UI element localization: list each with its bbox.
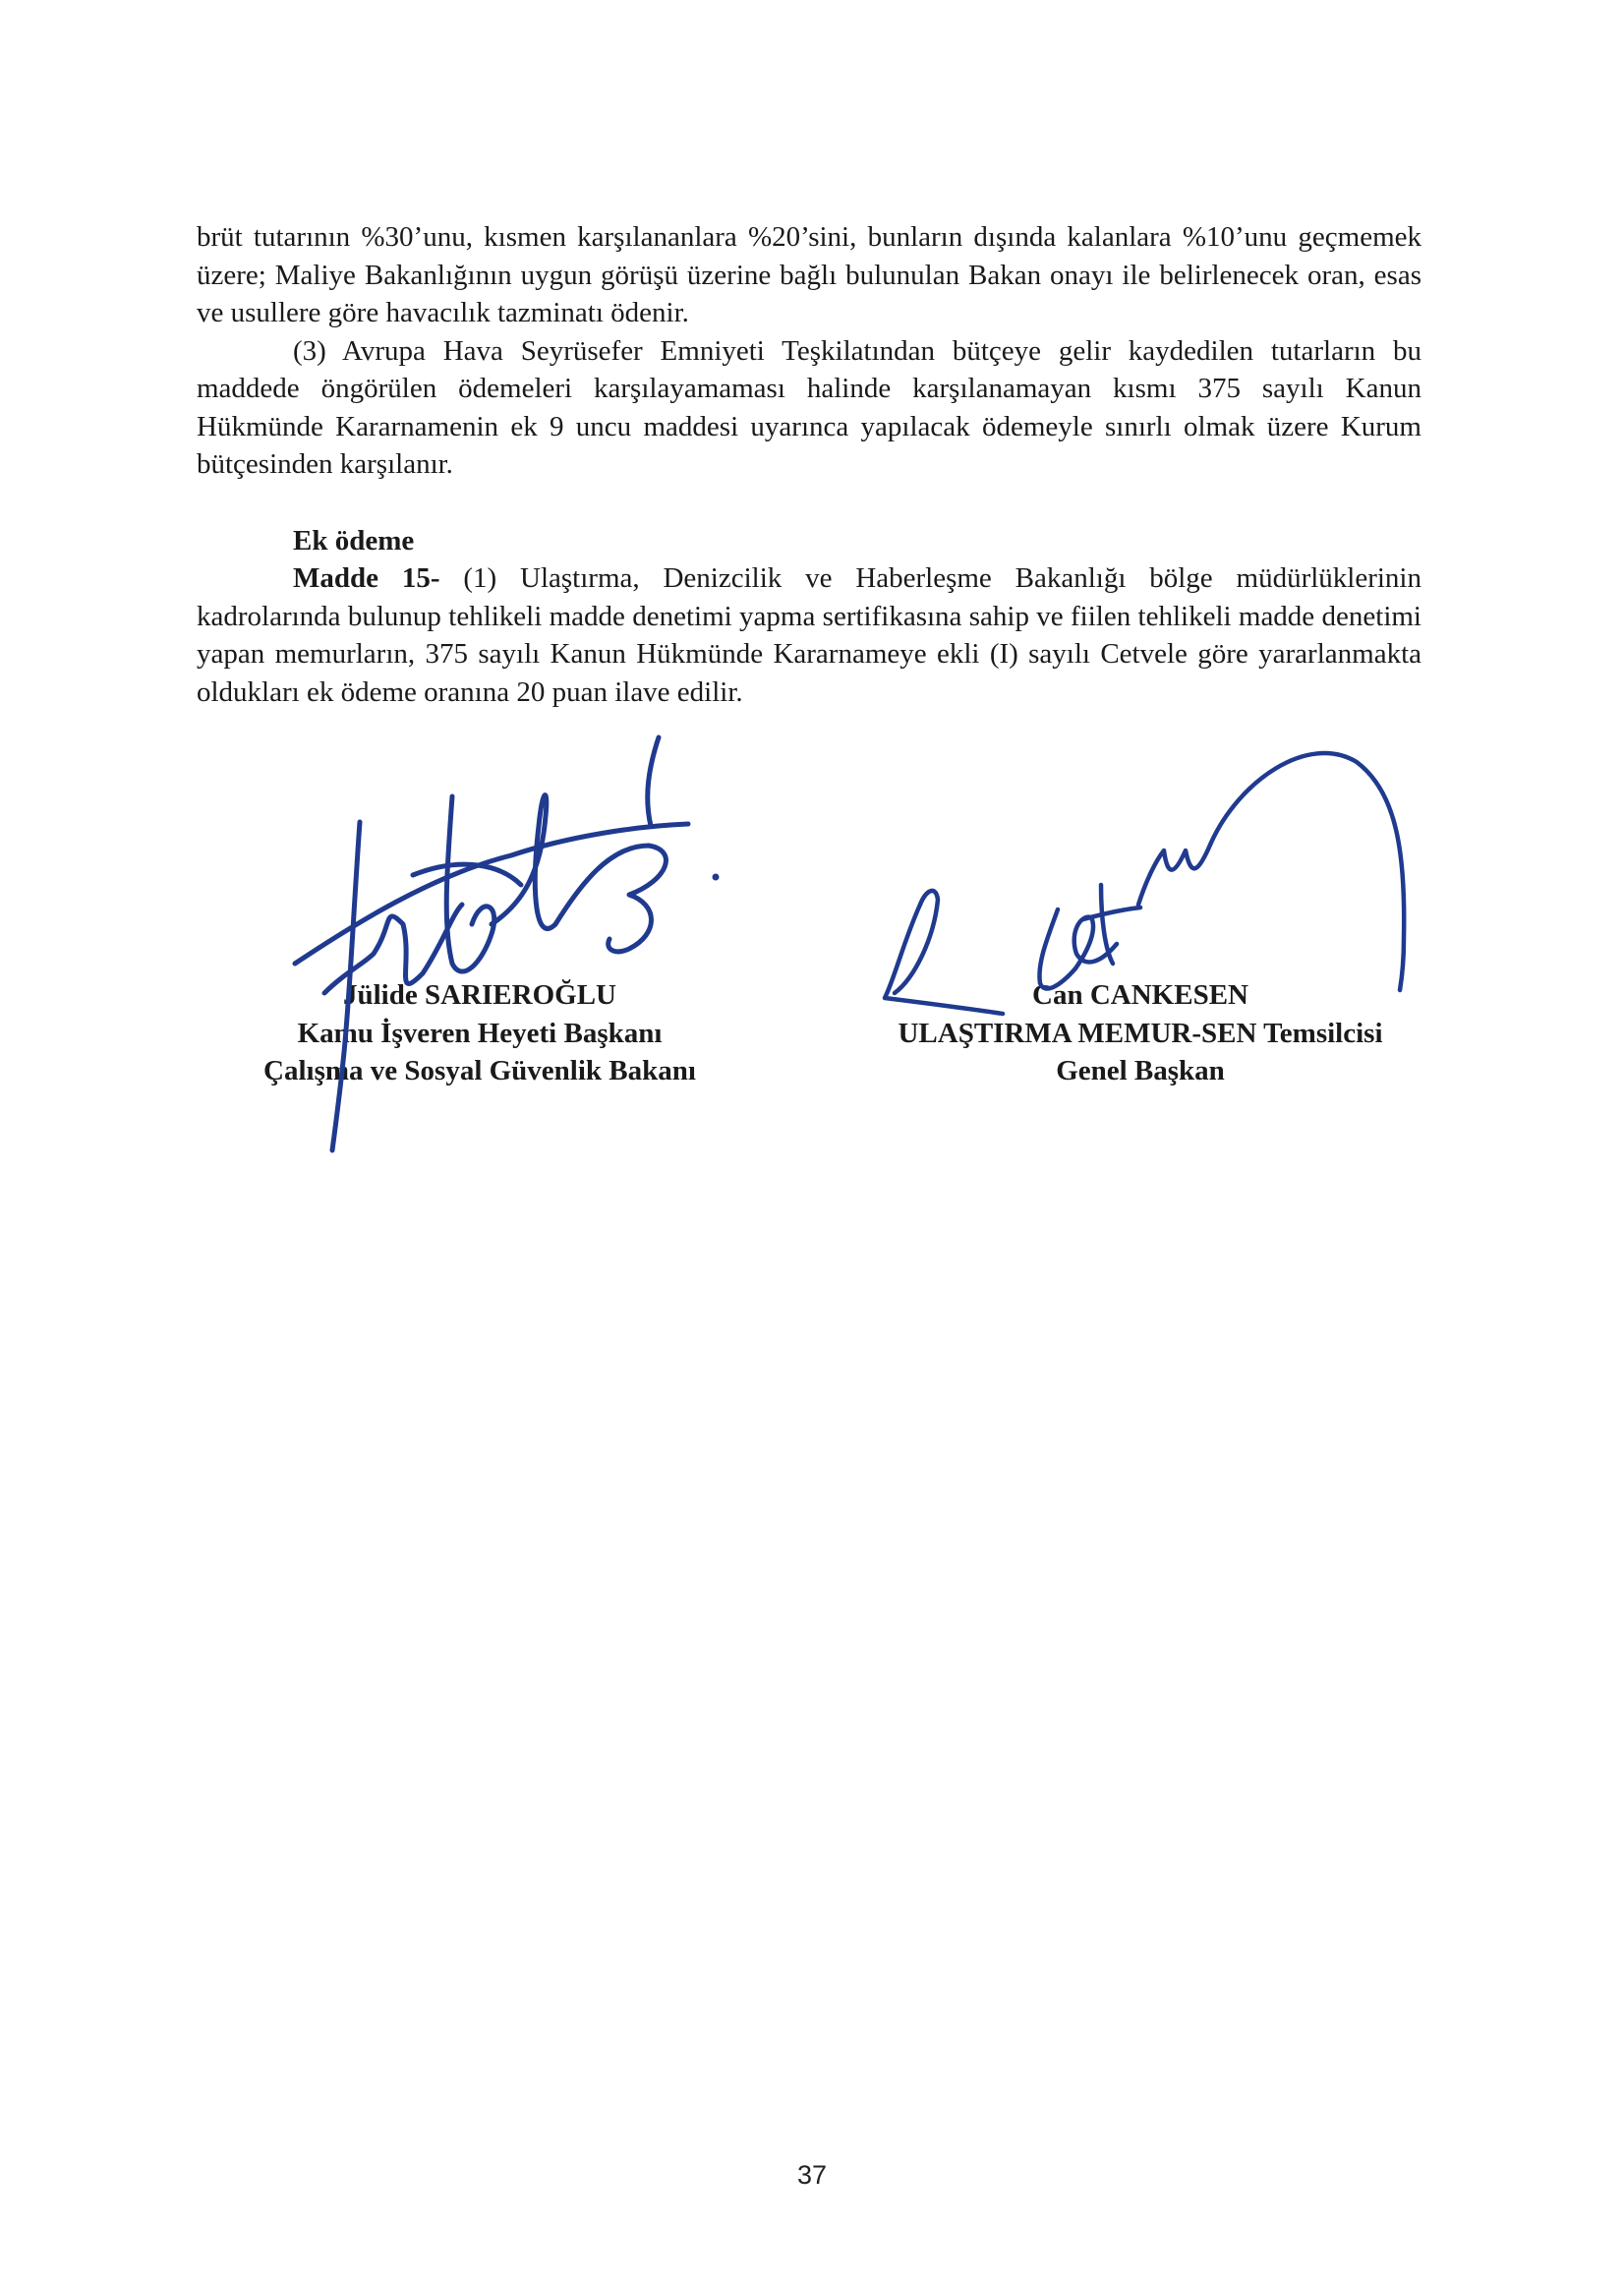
body-paragraph-3: (3) Avrupa Hava Seyrüsefer Emniyeti Teşkilatından bütçeye gelir kaydedilen tutarların bu maddede öngörülen ödemeleri karşılayamaması halinde karşılanamayan kısmı 375 sayılı Kanun Hükmünde Kararnamenin ek 9 uncu maddesi uyarınca yapılacak ödemeyle sınırlı olmak üzere Kurum bütçesinden karşılanır. xyxy=(197,334,1421,480)
signatory-right-title: ULAŞTIRMA MEMUR-SEN Temsilcisi xyxy=(898,1017,1383,1049)
signatory-right-role: Genel Başkan xyxy=(1056,1055,1225,1086)
signature-stroke xyxy=(555,846,666,952)
left-handwritten-signature xyxy=(285,728,757,1160)
signatory-left xyxy=(224,976,735,1090)
signature-stroke xyxy=(1211,753,1404,990)
section-heading: Ek ödeme xyxy=(293,524,415,557)
signatory-left-title: Kamu İşveren Heyeti Başkanı xyxy=(297,1017,663,1049)
signature-stroke xyxy=(1101,885,1113,964)
page-number: 37 xyxy=(796,2160,828,2190)
signatory-left-role: Çalışma ve Sosyal Güvenlik Bakanı xyxy=(263,1055,696,1086)
signatory-right-name: Can CANKESEN xyxy=(1032,979,1248,1011)
signature-stroke xyxy=(648,737,659,826)
signature-stroke xyxy=(1138,843,1211,905)
signature-stroke xyxy=(492,795,555,929)
article-text: (1) Ulaştırma, Denizcilik ve Haberleşme Bakanlığı bölge müdürlüklerinin kadrolarında bulunup tehlikeli madde denetimi yapma sertifikasına sahip ve fiilen tehlikeli madde denetimi yapan memurların, 375 sayılı Kanun Hükmünde Kararnameye ekli (I) sayılı Cetvele göre yararlanmakta oldukları ek ödeme oranına 20 puan ilave edilir. xyxy=(197,562,1421,708)
document-body xyxy=(197,218,1421,711)
signature-stroke xyxy=(1083,908,1140,919)
article-label: Madde 15- xyxy=(293,562,440,594)
paragraph-spacer xyxy=(197,484,1421,522)
signatory-right xyxy=(845,976,1435,1090)
signature-stroke xyxy=(446,796,493,971)
signature-stroke xyxy=(413,864,521,885)
signature-dot xyxy=(713,874,720,881)
signature-stroke xyxy=(295,824,688,964)
body-paragraph-continued: brüt tutarının %30’unu, kısmen karşılananlara %20’sini, bunların dışında kalanlara %10’unu geçmemek üzere; Maliye Bakanlığının uygun görüşü üzerine bağlı bulunulan Bakan onayı ile belirlenecek oran, esas ve usullere göre havacılık tazminatı ödenir. xyxy=(197,221,1421,328)
signatory-left-name: Jülide SARIEROĞLU xyxy=(343,979,616,1011)
article-15-paragraph xyxy=(197,559,1421,711)
signature-stroke xyxy=(1074,917,1117,968)
